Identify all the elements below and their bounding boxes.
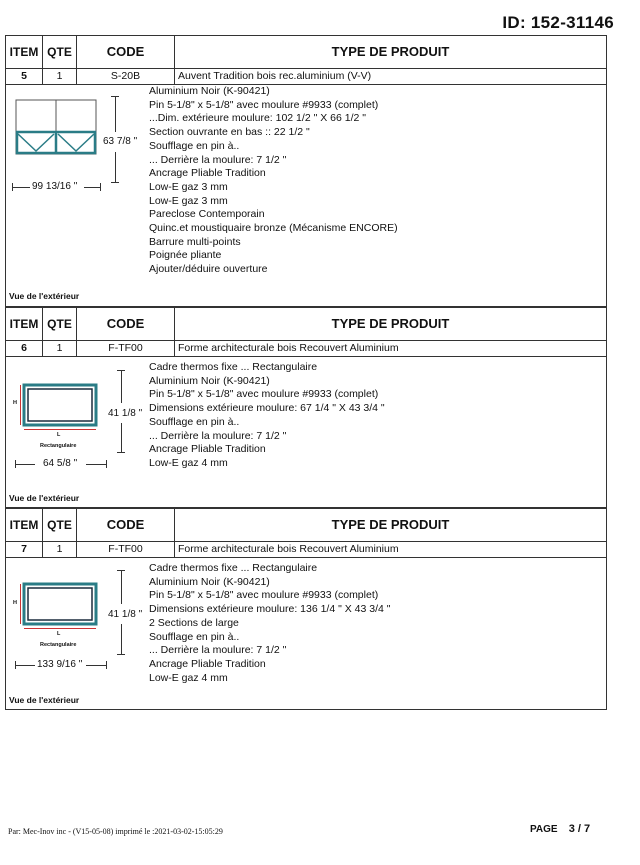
header-item: ITEM [9,518,39,532]
item-qte: 1 [56,342,63,354]
spec-line: Ancrage Pliable Tradition [149,443,266,456]
view-label: Vue de l'extérieur [9,493,80,503]
width-dimension: 99 13/16 " [32,181,78,192]
diagram-h-label: H [13,600,17,606]
diagram-shape-label: Rectangulaire [40,642,77,648]
table-header [6,308,606,341]
document-id: ID: 152-31146 [502,13,614,32]
spec-list [149,361,385,471]
header-type: TYPE DE PRODUIT [331,316,450,331]
spec-line: ... Derrière la moulure: 7 1/2 " [149,153,287,166]
spec-line: Soufflage en pin à.. [149,415,240,428]
view-label: Vue de l'extérieur [9,291,80,301]
spec-line: ...Dim. extérieure moulure: 102 1/2 " X 66 1/2 " [149,112,366,125]
item-row [6,68,606,85]
page-number: 3 / 7 [568,823,591,835]
width-dimension: 64 5/8 " [43,458,78,469]
footer-print-info: Par: Mec-Inov inc - (V15-05-08) imprimé le :2021-03-02-15:05:29 [8,827,223,836]
header-type: TYPE DE PRODUIT [331,517,450,532]
product-type: Forme architecturale bois Recouvert Aluminium [178,342,399,354]
rectangular-frame-diagram [22,582,98,626]
footer-page [530,823,590,835]
item-row [6,541,606,558]
spec-line: Low-E gaz 4 mm [149,671,228,684]
diagram-l-label: L [57,631,61,637]
spec-line: Cadre thermos fixe ... Rectangulaire [149,562,318,574]
diagram-l-label: L [57,432,61,438]
spec-list [149,85,398,277]
spec-line: Dimensions extérieure moulure: 136 1/4 " X 43 3/4 " [149,603,391,616]
item-code: F-TF00 [108,342,143,354]
spec-line: Ancrage Pliable Tradition [149,167,266,180]
spec-line: Pin 5-1/8" x 5-1/8" avec moulure #9933 (complet) [149,388,379,401]
item-code: F-TF00 [108,543,143,555]
product-type: Auvent Tradition bois rec.aluminium (V-V) [178,70,372,82]
item-number: 6 [21,342,27,354]
item-qte: 1 [56,70,63,82]
header-qte: QTE [47,45,72,59]
spec-line: ... Derrière la moulure: 7 1/2 " [149,429,287,442]
header-item: ITEM [9,317,39,331]
header-code: CODE [106,44,145,59]
page-label: PAGE [530,824,558,835]
spec-line: Poignée pliante [149,249,222,262]
item-section-5 [5,35,607,307]
spec-line: Pin 5-1/8" x 5-1/8" avec moulure #9933 (complet) [149,98,379,111]
spec-line: Pin 5-1/8" x 5-1/8" avec moulure #9933 (complet) [149,589,379,602]
item-section-6 [5,307,607,508]
diagram-h-label: H [13,400,17,406]
spec-list [149,562,391,685]
item-number: 7 [21,543,27,555]
spec-line: Ancrage Pliable Tradition [149,657,266,670]
spec-line: Barrure multi-points [149,235,241,248]
rectangular-frame-diagram [22,383,98,427]
header-type: TYPE DE PRODUIT [331,44,450,59]
table-header [6,36,606,69]
item-row [6,340,606,357]
spec-line: Low-E gaz 3 mm [149,194,228,207]
spec-line: Cadre thermos fixe ... Rectangulaire [149,361,318,373]
header-code: CODE [106,517,145,532]
awning-window-diagram [15,99,97,155]
spec-line: Aluminium Noir (K-90421) [149,374,270,387]
spec-line: Ajouter/déduire ouverture [149,263,268,276]
height-dimension: 41 1/8 " [108,609,143,620]
header-qte: QTE [47,317,72,331]
view-label: Vue de l'extérieur [9,695,80,705]
spec-line: Aluminium Noir (K-90421) [149,85,270,97]
table-header [6,509,606,542]
height-dimension: 41 1/8 " [108,408,143,419]
spec-line: Section ouvrante en bas :: 22 1/2 " [149,126,310,139]
header-qte: QTE [47,518,72,532]
width-dimension: 133 9/16 " [37,659,83,670]
spec-line: Low-E gaz 4 mm [149,456,228,469]
item-number: 5 [21,70,27,82]
spec-line: 2 Sections de large [149,616,239,629]
spec-line: Soufflage en pin à.. [149,139,240,152]
diagram-shape-label: Rectangulaire [40,443,77,449]
spec-line: Aluminium Noir (K-90421) [149,575,270,588]
height-dimension: 63 7/8 " [103,136,138,147]
spec-line: Soufflage en pin à.. [149,630,240,643]
spec-line: ... Derrière la moulure: 7 1/2 " [149,644,287,657]
spec-line: Dimensions extérieure moulure: 67 1/4 " X 43 3/4 " [149,402,385,415]
item-code: S-20B [110,70,141,82]
header-code: CODE [106,316,145,331]
spec-line: Pareclose Contemporain [149,208,265,221]
header-item: ITEM [9,45,39,59]
product-type: Forme architecturale bois Recouvert Aluminium [178,543,399,555]
item-section-7 [5,508,607,710]
spec-line: Low-E gaz 3 mm [149,180,228,193]
spec-line: Quinc.et moustiquaire bronze (Mécanisme ENCORE) [149,222,398,235]
item-qte: 1 [56,543,63,555]
